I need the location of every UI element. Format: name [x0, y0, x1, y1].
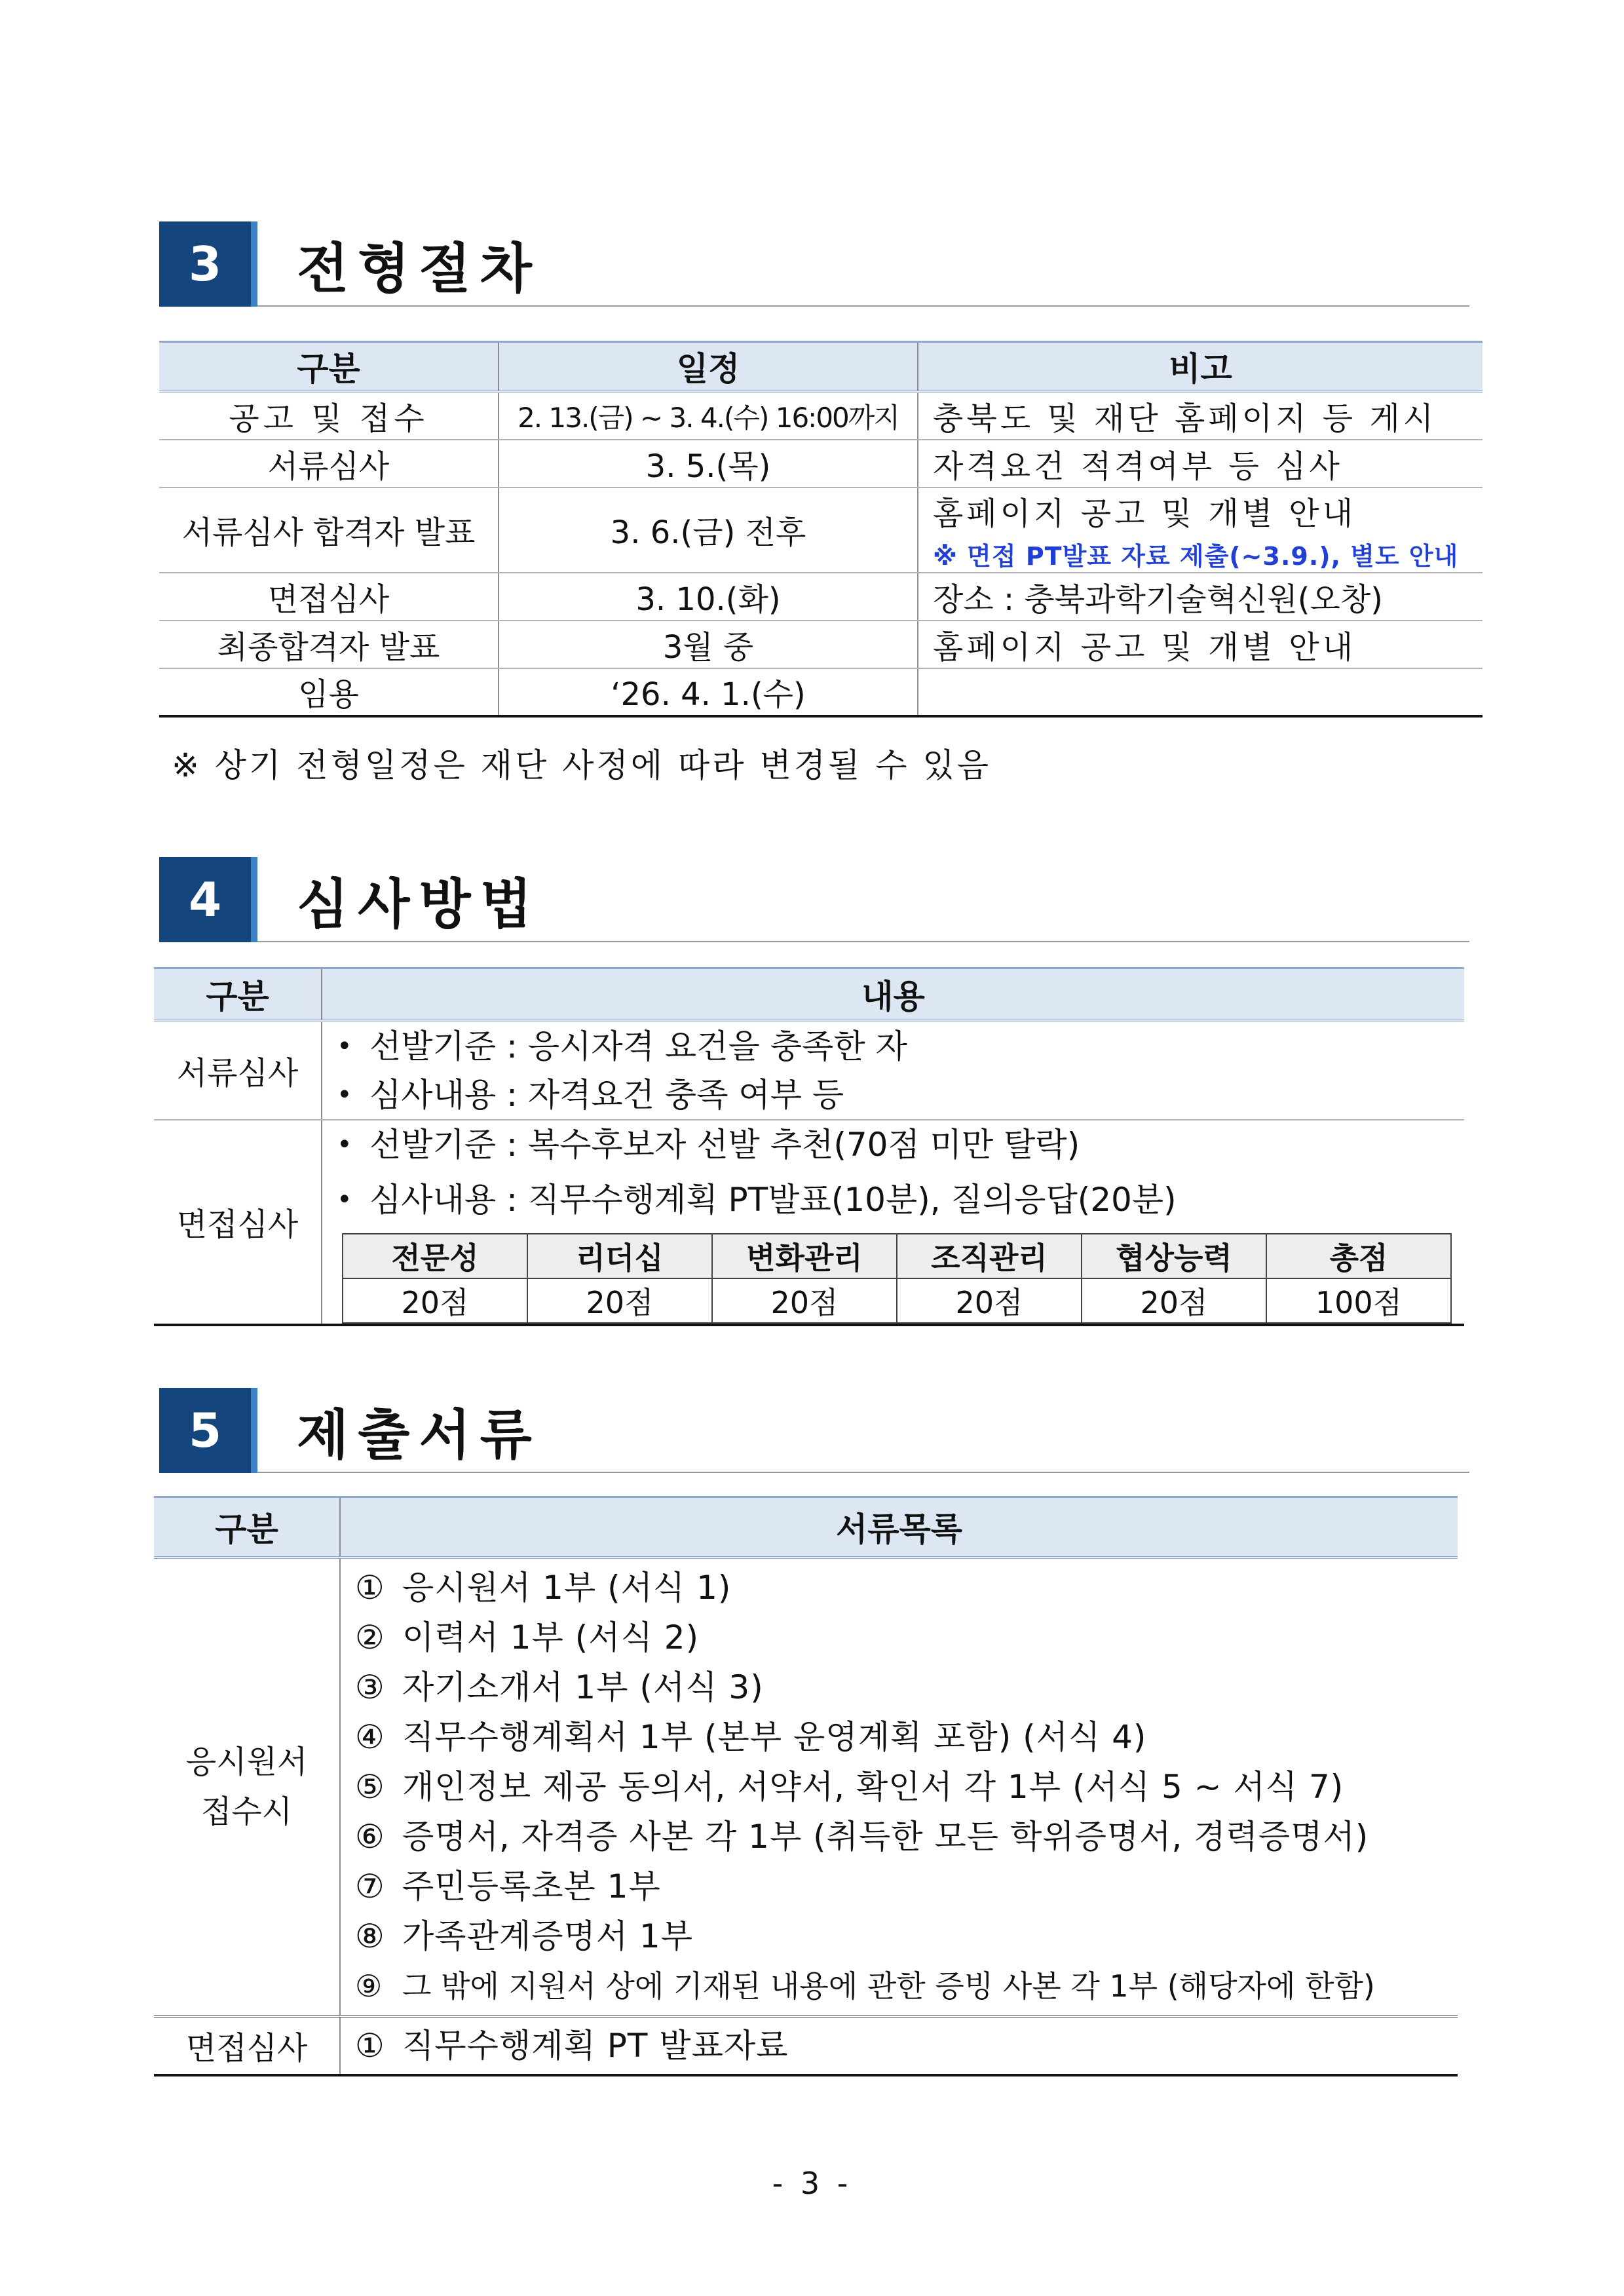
row-note: [918, 488, 1482, 573]
row-category: 면접심사: [154, 2016, 340, 2075]
list-item: ② 이력서 1부 (서식 2): [355, 1618, 700, 1656]
list-item: • 선발기준 : 응시자격 요건을 충족한 자: [337, 1027, 907, 1065]
documents-table: [154, 1496, 1458, 2076]
score-value: 100점: [1266, 1278, 1451, 1323]
table-row: [154, 1558, 1458, 2016]
row-category: 서류심사 합격자 발표: [159, 488, 499, 573]
score-value: 20점: [343, 1278, 527, 1323]
row-note: [918, 668, 1482, 716]
section-number-badge: 3: [159, 221, 251, 307]
evaluation-table: [154, 967, 1464, 1326]
row-note-main: 홈페이지 공고 및 개별 안내: [933, 495, 1357, 532]
row-content: [322, 1120, 1464, 1325]
section-title: 제출서류: [297, 1404, 541, 1466]
row-schedule: ‘26. 4. 1.(수): [499, 668, 918, 716]
table-header-documents: 서류목록: [340, 1497, 1458, 1558]
score-value: 20점: [1082, 1278, 1266, 1323]
table-row: [159, 440, 1482, 488]
page-number: - 3 -: [772, 2166, 852, 2201]
table-row: [154, 1021, 1464, 1120]
list-item: ⑧ 가족관계증명서 1부: [355, 1917, 694, 1955]
section-title: 전형절차: [297, 237, 541, 300]
row-category: 최종합격자 발표: [159, 621, 499, 668]
section-divider: [257, 941, 1469, 942]
list-item: ⑦ 주민등록초본 1부: [355, 1867, 661, 1905]
table-row: [159, 488, 1482, 573]
row-category: 공고 및 접수: [159, 392, 499, 440]
section-number-badge: 5: [159, 1388, 251, 1473]
schedule-table: [159, 341, 1482, 718]
row-category: 임용: [159, 668, 499, 716]
score-header: 협상능력: [1082, 1234, 1266, 1278]
table-header-content: 내용: [322, 968, 1464, 1021]
row-schedule: 3. 6.(금) 전후: [499, 488, 918, 573]
list-item: ⑤ 개인정보 제공 동의서, 서약서, 확인서 각 1부 (서식 5 ~ 서식 7): [355, 1767, 1344, 1806]
row-category: 면접심사: [154, 1120, 322, 1325]
section-number-badge: 4: [159, 857, 251, 942]
table-row: [159, 668, 1482, 716]
score-header: 전문성: [343, 1234, 527, 1278]
list-item: ① 응시원서 1부 (서식 1): [355, 1568, 732, 1607]
score-value: 20점: [527, 1278, 712, 1323]
list-item: ④ 직무수행계획서 1부 (본부 운영계획 포함) (서식 4): [355, 1717, 1147, 1756]
row-note: 홈페이지 공고 및 개별 안내: [918, 621, 1482, 668]
row-note: 장소 : 충북과학기술혁신원(오창): [918, 573, 1482, 621]
table-header-note: 비고: [918, 342, 1482, 392]
row-documents: [340, 1558, 1458, 2016]
row-content: [322, 1021, 1464, 1120]
list-item: • 선발기준 : 복수후보자 선발 추천(70점 미만 탈락): [337, 1125, 1080, 1164]
score-table: [342, 1233, 1452, 1324]
section-4-header: [159, 857, 1469, 942]
section-divider: [257, 305, 1469, 307]
list-item: ⑥ 증명서, 자격증 사본 각 1부 (취득한 모든 학위증명서, 경력증명서): [355, 1817, 1369, 1856]
score-header: 리더십: [527, 1234, 712, 1278]
list-item: ① 직무수행계획 PT 발표자료: [355, 2026, 789, 2065]
pt-submission-note: ※ 면접 PT발표 자료 제출(~3.9.), 별도 안내: [933, 541, 1459, 571]
row-category: 면접심사: [159, 573, 499, 621]
row-note: 충북도 및 재단 홈페이지 등 게시: [918, 392, 1482, 440]
table-row: [154, 1120, 1464, 1325]
list-item: ⑨ 그 밖에 지원서 상에 기재된 내용에 관한 증빙 사본 각 1부 (해당자에 한함): [355, 1968, 1375, 2004]
row-schedule: 3월 중: [499, 621, 918, 668]
section-title: 심사방법: [297, 873, 541, 936]
table-header-schedule: 일정: [499, 342, 918, 392]
score-value: 20점: [897, 1278, 1082, 1323]
section-divider: [257, 1472, 1469, 1473]
schedule-footnote: ※ 상기 전형일정은 재단 사정에 따라 변경될 수 있음: [172, 746, 992, 784]
table-row: [159, 392, 1482, 440]
row-documents: [340, 2016, 1458, 2075]
row-category: 서류심사: [154, 1021, 322, 1120]
score-value: 20점: [712, 1278, 897, 1323]
table-header-category: 구분: [154, 968, 322, 1021]
table-row: [154, 2016, 1458, 2075]
score-header: 변화관리: [712, 1234, 897, 1278]
table-row: [159, 573, 1482, 621]
list-item: • 심사내용 : 자격요건 충족 여부 등: [337, 1075, 844, 1114]
score-header: 총점: [1266, 1234, 1451, 1278]
row-category: 응시원서 접수시: [154, 1558, 340, 2016]
section-3-header: [159, 221, 1469, 307]
row-schedule: 3. 10.(화): [499, 573, 918, 621]
table-row: [159, 621, 1482, 668]
list-item: ③ 자기소개서 1부 (서식 3): [355, 1668, 764, 1706]
row-category: 서류심사: [159, 440, 499, 488]
row-schedule: 2. 13.(금) ~ 3. 4.(수) 16:00까지: [499, 392, 918, 440]
score-header: 조직관리: [897, 1234, 1082, 1278]
table-header-category: 구분: [159, 342, 499, 392]
table-header-category: 구분: [154, 1497, 340, 1558]
section-5-header: [159, 1388, 1469, 1473]
row-note: 자격요건 적격여부 등 심사: [918, 440, 1482, 488]
row-schedule: 3. 5.(목): [499, 440, 918, 488]
list-item: • 심사내용 : 직무수행계획 PT발표(10분), 질의응답(20분): [337, 1180, 1177, 1219]
